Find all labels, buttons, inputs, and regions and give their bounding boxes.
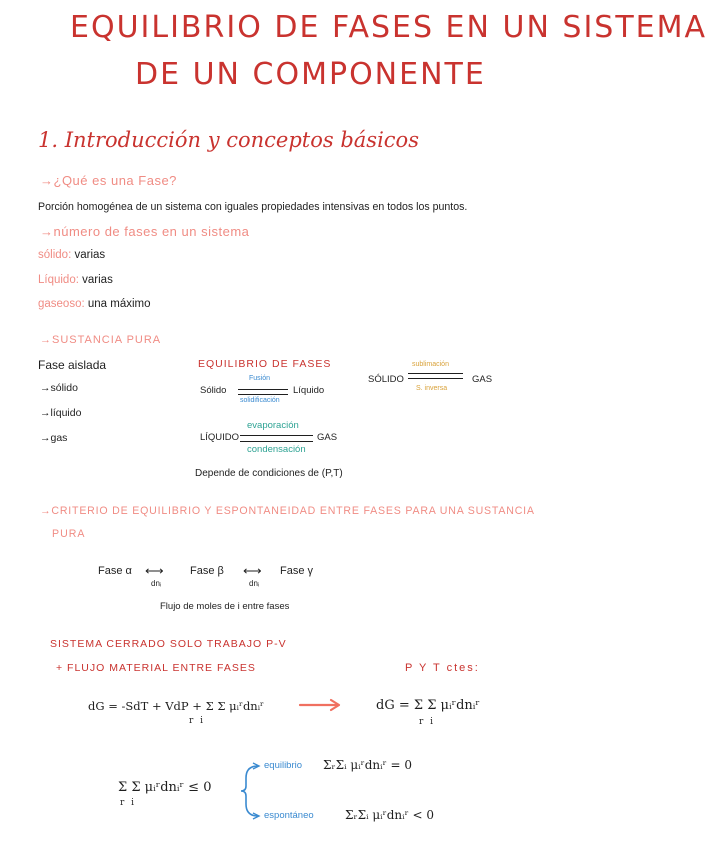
dni-label-2: dnᵢ [249, 579, 260, 588]
evaporation-arrow [240, 435, 313, 436]
isolated-item: → líquido [40, 407, 81, 419]
implies-arrow [298, 698, 346, 712]
solid-row: sólido: varias [38, 249, 106, 261]
fusion-label: Fusión [249, 375, 271, 382]
pt-constant-label: P Y T ctes: [405, 662, 480, 674]
gas-term-2: GAS [317, 432, 338, 443]
equilibrium-condition: ΣᵣΣᵢ μᵢʳdnᵢʳ = 0 [323, 758, 413, 772]
mole-flow-note: Flujo de moles de i entre fases [160, 601, 290, 612]
gas-term: GAS [472, 374, 493, 385]
sublimation-label: sublimación [412, 361, 449, 368]
gas-label: gaseoso [38, 298, 82, 310]
liquid-row: Líquido: varias [38, 274, 113, 286]
double-arrow-1: ⟷ [145, 563, 164, 578]
phase-alpha: Fase α [98, 565, 132, 577]
fusion-arrow [238, 389, 288, 390]
isolated-phase-heading: Fase aislada [38, 358, 107, 372]
liquid-term: Líquido [293, 385, 325, 396]
solid-term-2: SÓLIDO [368, 374, 404, 385]
phase-equilibrium-heading: EQUILIBRIO DE FASES [198, 358, 332, 370]
phase-definition: Porción homogénea de un sistema con iguales propiedades intensivas en todos los puntos. [38, 201, 468, 213]
gibbs-constant-pt-indices: r i [419, 717, 436, 727]
gibbs-constant-pt-equation: dG = Σ Σ μᵢʳdnᵢʳ [376, 698, 480, 713]
phase-beta: Fase β [190, 565, 224, 577]
phase-gamma: Fase γ [280, 565, 314, 577]
dni-label-1: dnᵢ [151, 579, 162, 588]
branch-bracket [238, 762, 262, 820]
isolated-item: → gas [40, 432, 67, 444]
section-heading: 1. Introducción y conceptos básicos [38, 128, 419, 152]
material-flow-heading: + FLUJO MATERIAL ENTRE FASES [56, 662, 256, 674]
equilibrium-label: equilibrio [264, 760, 303, 771]
inverse-sublimation-label: S. inversa [416, 385, 448, 392]
question-what-is-phase: → ¿Qué es una Fase? [40, 173, 177, 188]
gibbs-sum-indices: r i [189, 716, 206, 726]
spontaneity-indices: r i [120, 798, 137, 808]
condensation-arrow [240, 441, 313, 442]
depends-note: Depende de condiciones de (P,T) [195, 468, 343, 479]
evaporation-label: evaporación [247, 420, 299, 431]
gibbs-differential-equation: dG = -SdT + VdP + Σ Σ μᵢʳdnᵢʳ [88, 699, 265, 713]
double-arrow-2: ⟷ [243, 563, 262, 578]
spontaneous-condition: ΣᵣΣᵢ μᵢʳdnᵢʳ < 0 [345, 808, 435, 822]
gas-row: gaseoso: una máximo [38, 298, 151, 310]
spontaneity-inequality: Σ Σ μᵢʳdnᵢʳ ≤ 0 [118, 780, 212, 795]
liquid-term-2: LÍQUIDO [200, 432, 240, 443]
criteria-heading-line-2: PURA [52, 528, 86, 540]
solidification-label: solidificación [240, 397, 280, 404]
solid-term: Sólido [200, 385, 227, 396]
gas-value: una máximo [87, 298, 151, 310]
solid-label: sólido [38, 249, 69, 261]
condensation-label: condensación [247, 444, 306, 455]
liquid-value: varias [82, 274, 113, 286]
closed-system-heading: SISTEMA CERRADO SOLO TRABAJO P-V [50, 638, 287, 650]
solidification-arrow [238, 394, 288, 395]
pure-substance-heading: → SUSTANCIA PURA [40, 334, 161, 346]
isolated-item: → sólido [40, 382, 78, 394]
sublimation-arrow [408, 373, 463, 374]
title-line-1: EQUILIBRIO DE FASES EN UN SISTEMA [70, 10, 707, 45]
title-line-2: DE UN COMPONENTE [135, 57, 486, 92]
liquid-label: Líquido [38, 274, 76, 286]
solid-value: varias [74, 249, 106, 261]
criteria-heading-line-1: → CRITERIO DE EQUILIBRIO Y ESPONTANEIDAD ENTRE FASES PARA UNA SUSTANCIA [40, 505, 535, 517]
inverse-sublimation-arrow [408, 378, 463, 379]
spontaneous-label: espontáneo [264, 810, 314, 821]
question-number-of-phases: → número de fases en un sistema [40, 224, 249, 239]
